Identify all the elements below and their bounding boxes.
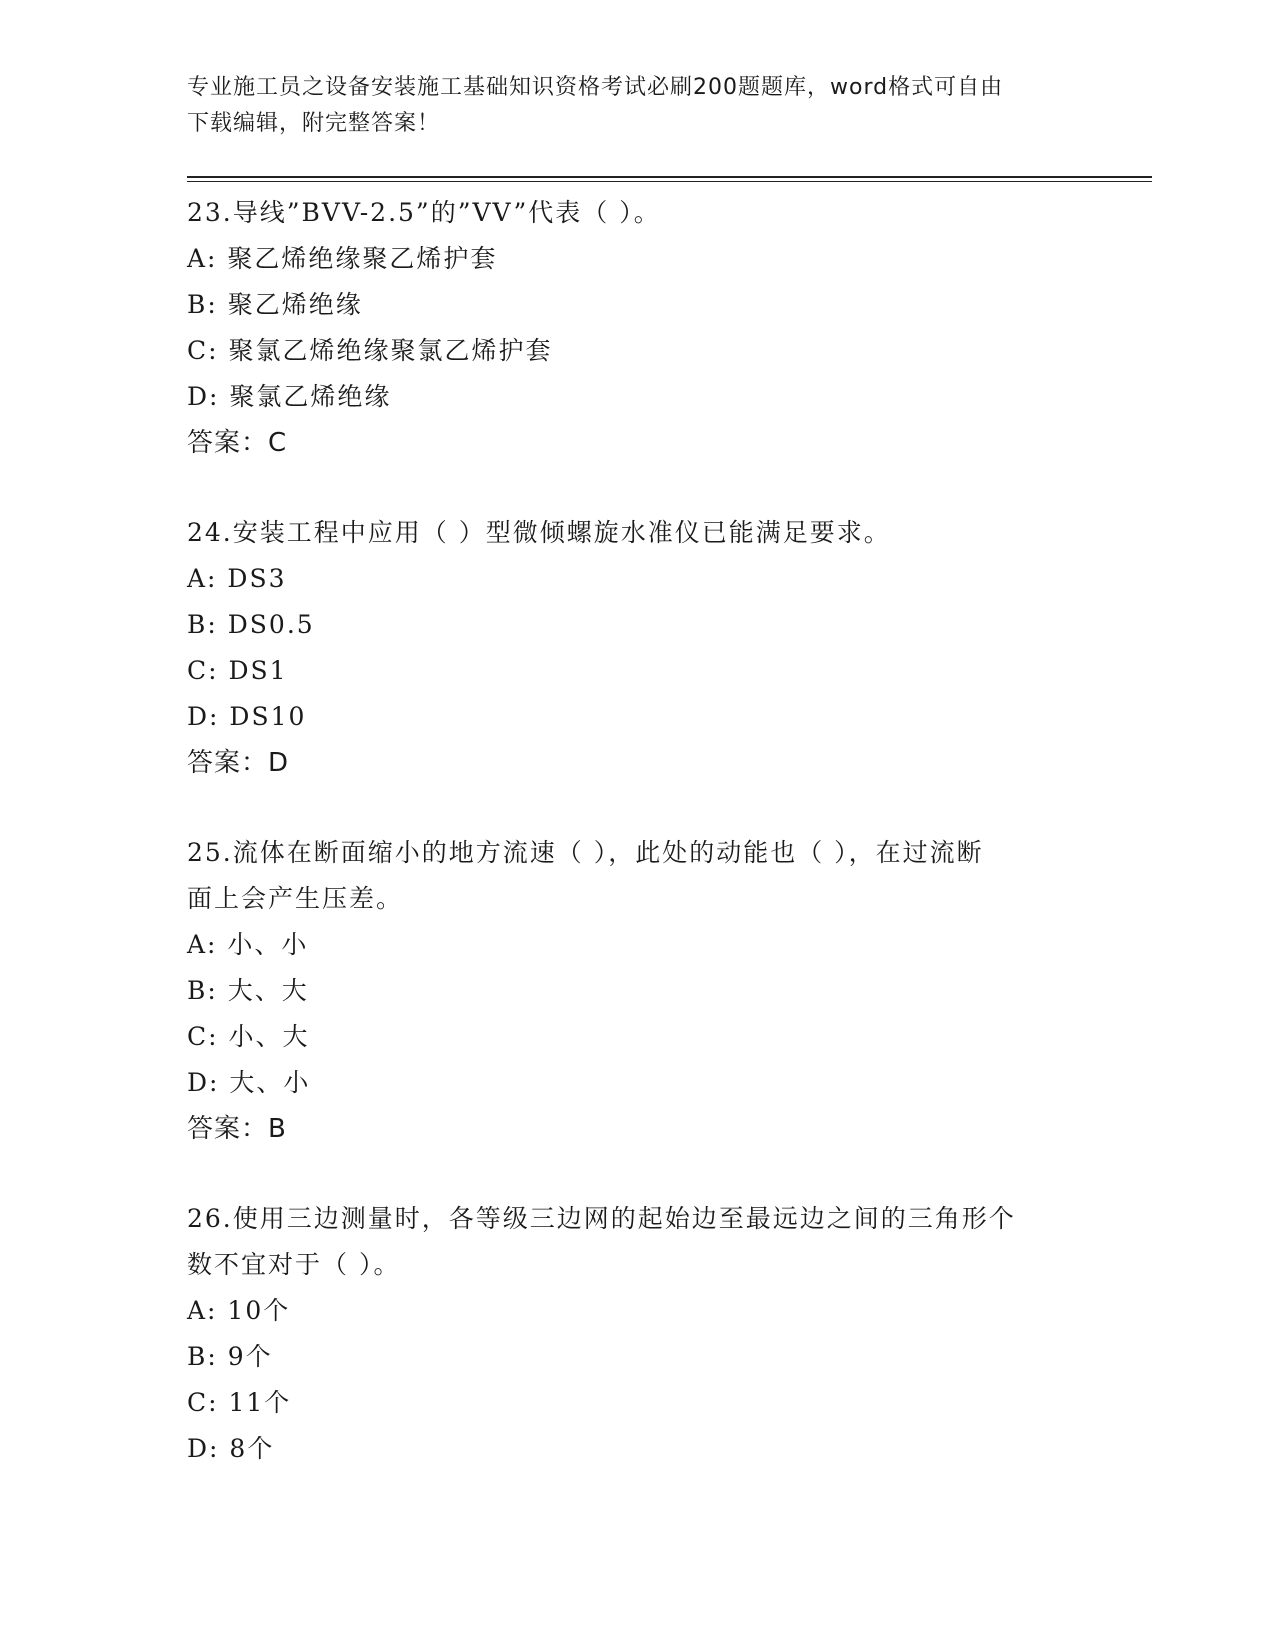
question-stem-line-2: 数不宜对于（ ）。 xyxy=(187,1250,401,1279)
option-a: A: DS3 xyxy=(187,564,287,593)
document-header xyxy=(187,70,1067,142)
option-d: D: 聚氯乙烯绝缘 xyxy=(187,382,392,411)
header-rule-thick xyxy=(187,176,1152,178)
question-stem-line-1: 25.流体在断面缩小的地方流速（ ），此处的动能也（ ），在过流断 xyxy=(187,838,984,867)
header-rule-thin xyxy=(187,181,1152,182)
answer-line: 答案：D xyxy=(187,748,290,778)
question-24 xyxy=(187,510,1087,786)
header-line-1: 专业施工员之设备安装施工基础知识资格考试必刷200题题库，word格式可自由 xyxy=(187,75,1004,100)
question-stem-line-1: 26.使用三边测量时，各等级三边网的起始边至最远边之间的三角形个 xyxy=(187,1204,1016,1233)
option-b: B: 聚乙烯绝缘 xyxy=(187,290,363,319)
option-a: A: 聚乙烯绝缘聚乙烯护套 xyxy=(187,244,498,273)
answer-line: 答案：C xyxy=(187,428,288,458)
option-b: B: 9个 xyxy=(187,1342,273,1371)
answer-line: 答案：B xyxy=(187,1114,287,1144)
option-c: C: 聚氯乙烯绝缘聚氯乙烯护套 xyxy=(187,336,553,365)
option-a: A: 小、小 xyxy=(187,930,309,959)
question-stem: 23.导线”BVV-2.5”的”VV”代表（ ）。 xyxy=(187,198,661,227)
question-25 xyxy=(187,830,1087,1152)
question-stem-line-2: 面上会产生压差。 xyxy=(187,884,404,913)
option-c: C: DS1 xyxy=(187,656,288,685)
question-list xyxy=(187,190,1087,1516)
option-b: B: 大、大 xyxy=(187,976,309,1005)
question-26 xyxy=(187,1196,1087,1472)
option-b: B: DS0.5 xyxy=(187,610,315,639)
question-23 xyxy=(187,190,1087,466)
option-c: C: 小、大 xyxy=(187,1022,310,1051)
option-d: D: 大、小 xyxy=(187,1068,311,1097)
header-line-2: 下载编辑，附完整答案！ xyxy=(187,111,441,136)
question-stem: 24.安装工程中应用（ ）型微倾螺旋水准仪已能满足要求。 xyxy=(187,518,891,547)
option-d: D: 8个 xyxy=(187,1434,275,1463)
option-c: C: 11个 xyxy=(187,1388,292,1417)
option-d: D: DS10 xyxy=(187,702,307,731)
option-a: A: 10个 xyxy=(187,1296,291,1325)
